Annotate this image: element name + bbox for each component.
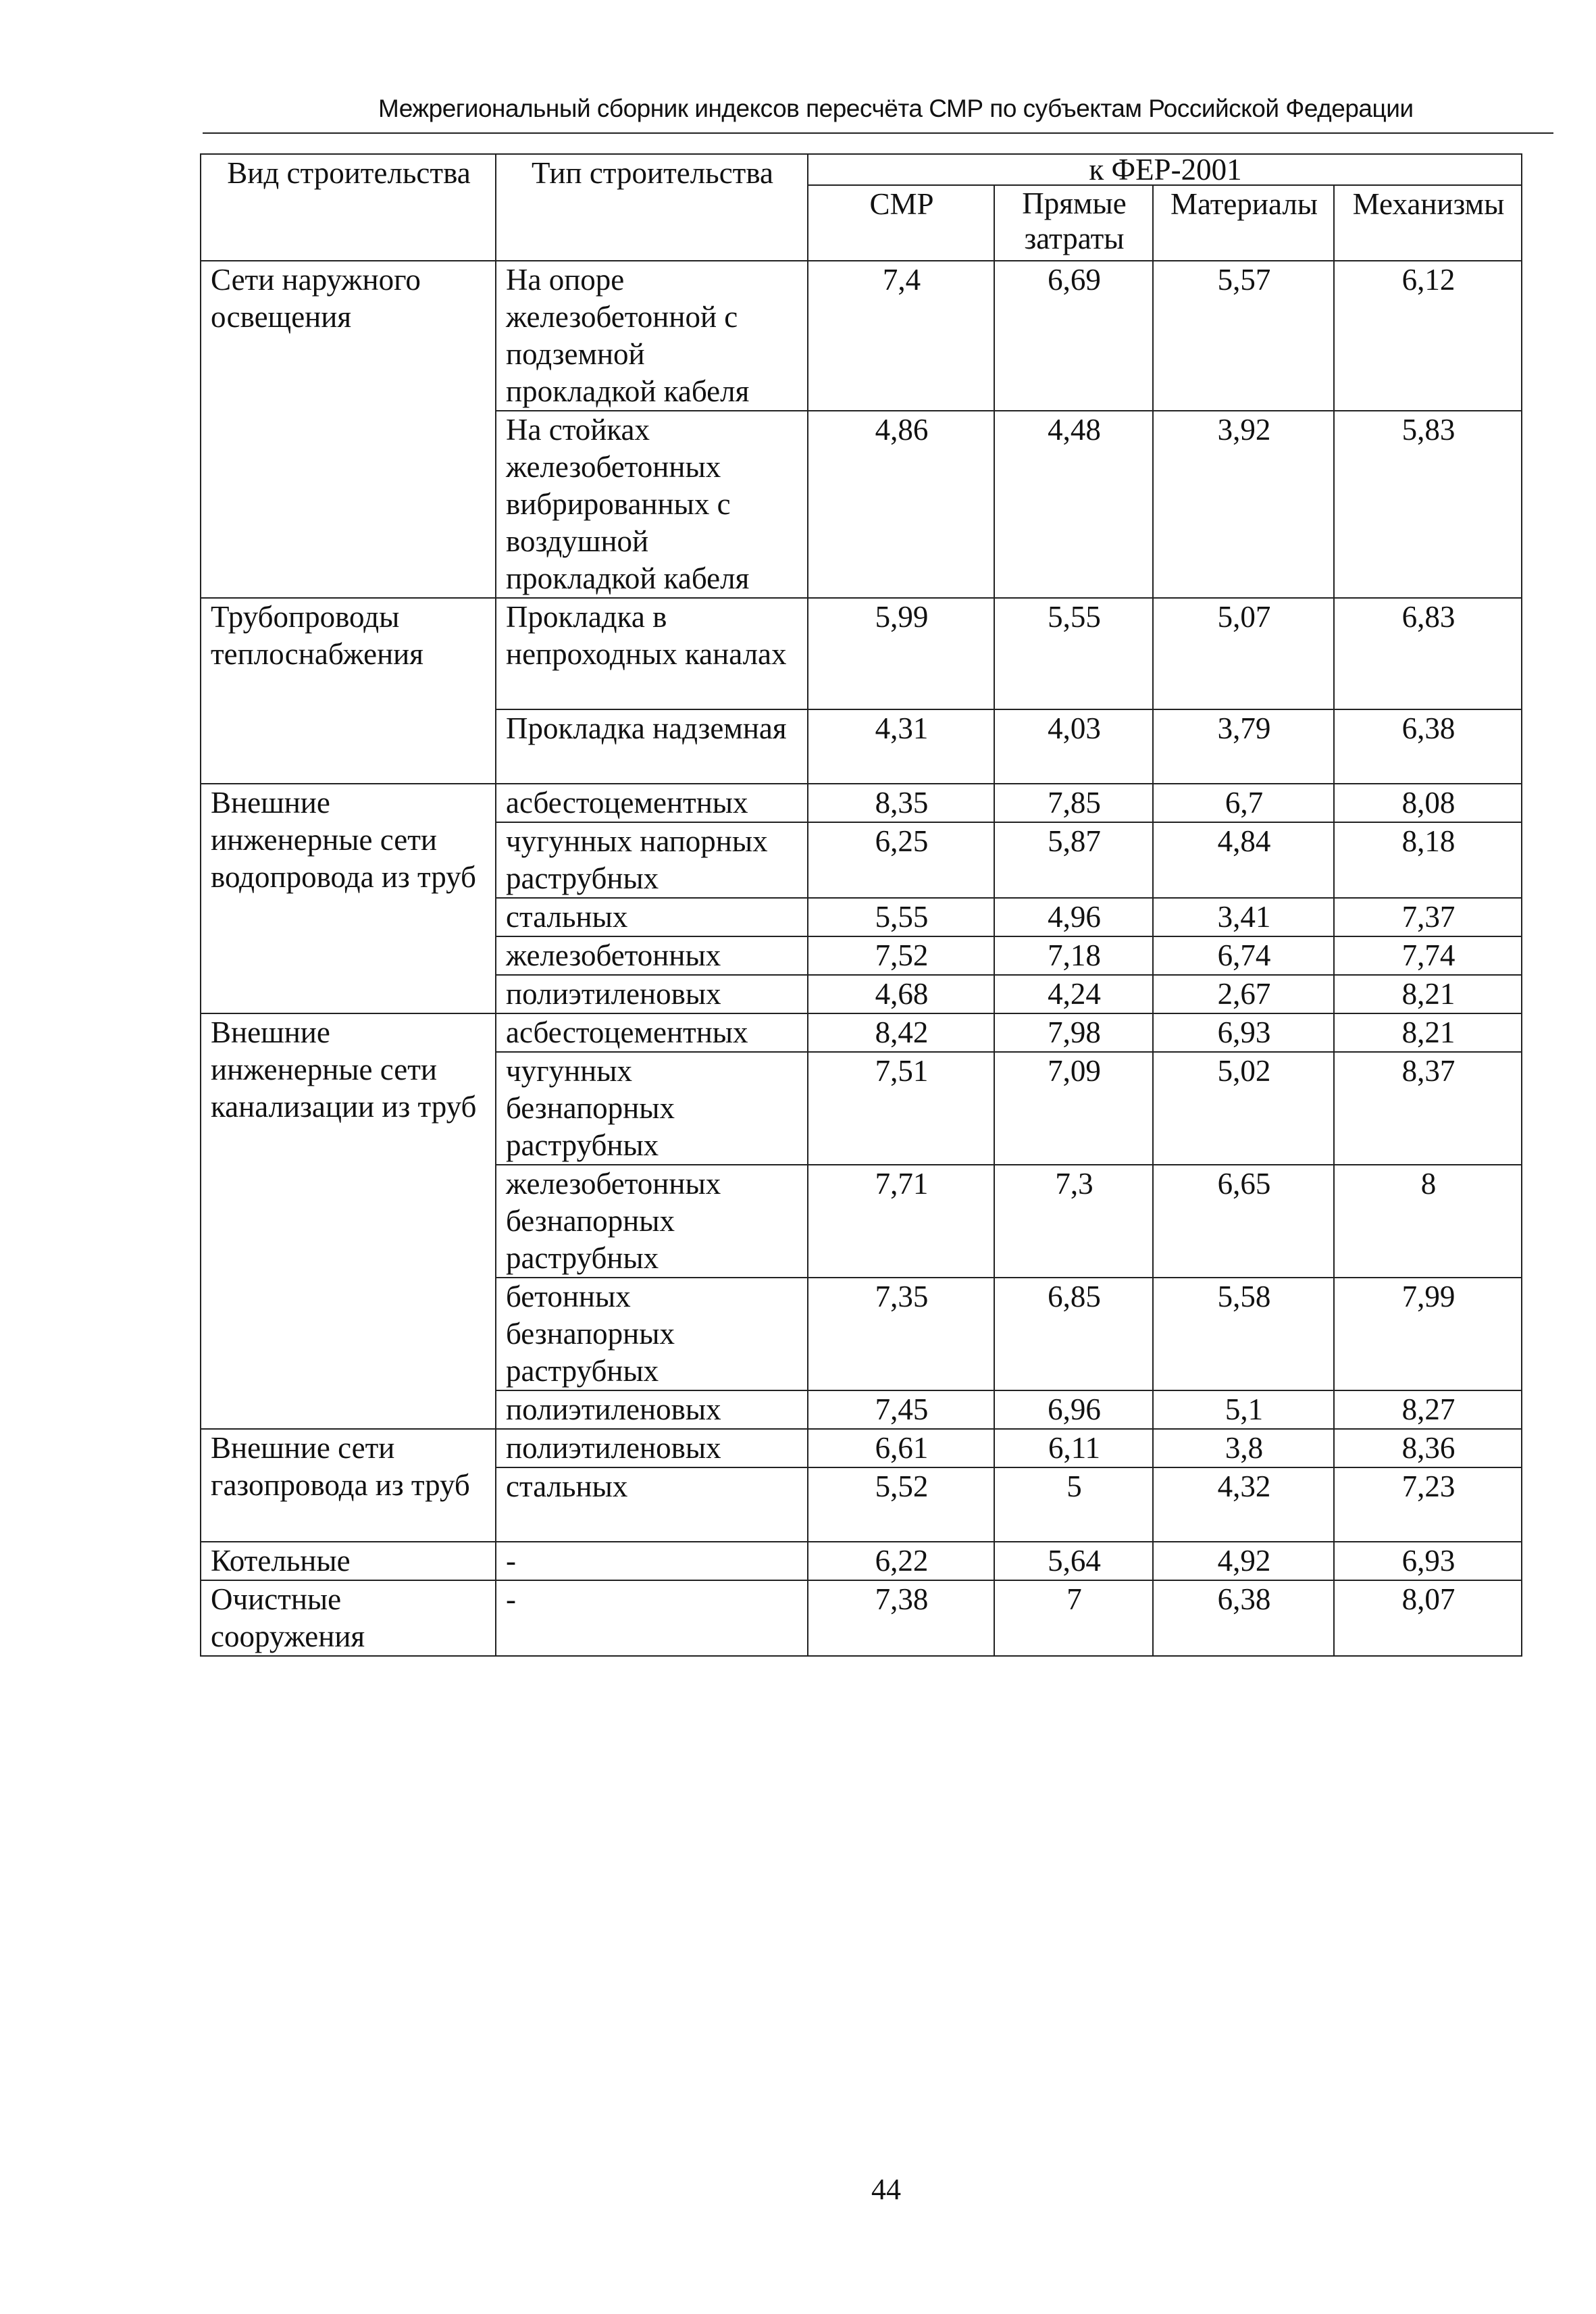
cell-materials: 6,38 [1153, 1580, 1334, 1656]
cell-materials: 3,92 [1153, 411, 1334, 598]
table-row [201, 1542, 1522, 1580]
cell-materials: 3,79 [1153, 709, 1334, 784]
cell-machines: 8,36 [1334, 1429, 1522, 1467]
table-row [201, 261, 1522, 411]
group-name: Внешние инженерные сети канализации из труб [201, 1013, 496, 1429]
cell-smr: 7,45 [808, 1390, 994, 1429]
cell-machines: 8,07 [1334, 1580, 1522, 1656]
cell-machines: 5,83 [1334, 411, 1522, 598]
cell-materials: 5,58 [1153, 1278, 1334, 1390]
row-type: Прокладка надземная [496, 709, 808, 784]
page-number: 44 [871, 2173, 901, 2206]
cell-materials: 4,92 [1153, 1542, 1334, 1580]
group-name: Котельные [201, 1542, 496, 1580]
row-type: железобетонных [496, 936, 808, 975]
column-header-type: Тип строительства [496, 154, 808, 261]
cell-machines: 7,23 [1334, 1467, 1522, 1542]
cell-materials: 3,8 [1153, 1429, 1334, 1467]
table-row [201, 1013, 1522, 1052]
cell-materials: 5,57 [1153, 261, 1334, 411]
column-header-group: к ФЕР-2001 [808, 154, 1522, 185]
row-type: стальных [496, 898, 808, 936]
cell-machines: 6,83 [1334, 598, 1522, 709]
row-type: железобетонных безнапорных раструбных [496, 1165, 808, 1278]
table-row [201, 598, 1522, 709]
cell-smr: 4,31 [808, 709, 994, 784]
cell-smr: 7,52 [808, 936, 994, 975]
cell-direct: 5,87 [994, 822, 1153, 898]
column-header-materials: Материалы [1153, 185, 1334, 261]
group-name: Очистные сооружения [201, 1580, 496, 1656]
group-name: Трубопроводы теплоснабжения [201, 598, 496, 784]
cell-machines: 6,93 [1334, 1542, 1522, 1580]
cell-materials: 5,02 [1153, 1052, 1334, 1165]
cell-direct: 5,55 [994, 598, 1153, 709]
column-header-smr: СМР [808, 185, 994, 261]
page-header-title: Межрегиональный сборник индексов пересчёта СМР по субъектам Российской Федерации [378, 95, 1414, 122]
cell-smr: 6,61 [808, 1429, 994, 1467]
cell-smr: 7,51 [808, 1052, 994, 1165]
cell-materials: 2,67 [1153, 975, 1334, 1013]
column-header-machines: Механизмы [1334, 185, 1522, 261]
cell-direct: 6,69 [994, 261, 1153, 411]
row-type: полиэтиленовых [496, 1429, 808, 1467]
cell-machines: 8,37 [1334, 1052, 1522, 1165]
cell-smr: 7,38 [808, 1580, 994, 1656]
cell-machines: 6,38 [1334, 709, 1522, 784]
cell-smr: 8,35 [808, 784, 994, 822]
cell-machines: 8,21 [1334, 1013, 1522, 1052]
cell-materials: 5,07 [1153, 598, 1334, 709]
row-type: - [496, 1580, 808, 1656]
cell-direct: 6,85 [994, 1278, 1153, 1390]
table-row [201, 1429, 1522, 1467]
cell-materials: 5,1 [1153, 1390, 1334, 1429]
cell-direct: 5 [994, 1467, 1153, 1542]
group-name: Внешние инженерные сети водопровода из труб [201, 784, 496, 1013]
column-header-direct: Прямые затраты [994, 185, 1153, 261]
cell-smr: 7,35 [808, 1278, 994, 1390]
cell-machines: 8,21 [1334, 975, 1522, 1013]
index-table [200, 153, 1522, 1657]
row-type: асбестоцементных [496, 784, 808, 822]
header-rule [203, 132, 1553, 134]
cell-smr: 7,71 [808, 1165, 994, 1278]
table-row [201, 784, 1522, 822]
cell-smr: 7,4 [808, 261, 994, 411]
row-type: бетонных безнапорных раструбных [496, 1278, 808, 1390]
cell-smr: 5,99 [808, 598, 994, 709]
cell-machines: 8,27 [1334, 1390, 1522, 1429]
cell-smr: 5,52 [808, 1467, 994, 1542]
column-header-kind: Вид строительства [201, 154, 496, 261]
cell-smr: 6,22 [808, 1542, 994, 1580]
row-type: стальных [496, 1467, 808, 1542]
cell-direct: 6,96 [994, 1390, 1153, 1429]
cell-direct: 4,24 [994, 975, 1153, 1013]
row-type: асбестоцементных [496, 1013, 808, 1052]
cell-materials: 6,7 [1153, 784, 1334, 822]
row-type: Прокладка в непроходных каналах [496, 598, 808, 709]
cell-direct: 7,85 [994, 784, 1153, 822]
cell-direct: 7,3 [994, 1165, 1153, 1278]
cell-smr: 8,42 [808, 1013, 994, 1052]
cell-direct: 5,64 [994, 1542, 1153, 1580]
cell-smr: 5,55 [808, 898, 994, 936]
table-row [201, 1580, 1522, 1656]
row-type: чугунных безнапорных раструбных [496, 1052, 808, 1165]
row-type: На опоре железобетонной с подземной прокладкой кабеля [496, 261, 808, 411]
cell-direct: 4,48 [994, 411, 1153, 598]
cell-direct: 7,98 [994, 1013, 1153, 1052]
cell-machines: 8,18 [1334, 822, 1522, 898]
cell-machines: 7,74 [1334, 936, 1522, 975]
cell-direct: 7,09 [994, 1052, 1153, 1165]
cell-machines: 7,99 [1334, 1278, 1522, 1390]
row-type: На стойках железобетонных вибрированных с воздушной прокладкой кабеля [496, 411, 808, 598]
group-name: Сети наружного освещения [201, 261, 496, 598]
header-row-1 [201, 154, 1522, 185]
cell-machines: 8,08 [1334, 784, 1522, 822]
cell-materials: 4,32 [1153, 1467, 1334, 1542]
row-type: полиэтиленовых [496, 975, 808, 1013]
cell-materials: 6,74 [1153, 936, 1334, 975]
row-type: - [496, 1542, 808, 1580]
cell-machines: 8 [1334, 1165, 1522, 1278]
cell-smr: 6,25 [808, 822, 994, 898]
row-type: чугунных напорных раструбных [496, 822, 808, 898]
cell-machines: 6,12 [1334, 261, 1522, 411]
cell-materials: 6,93 [1153, 1013, 1334, 1052]
row-type: полиэтиленовых [496, 1390, 808, 1429]
cell-direct: 4,96 [994, 898, 1153, 936]
cell-smr: 4,86 [808, 411, 994, 598]
cell-direct: 7,18 [994, 936, 1153, 975]
group-name: Внешние сети газопровода из труб [201, 1429, 496, 1542]
cell-direct: 4,03 [994, 709, 1153, 784]
cell-direct: 6,11 [994, 1429, 1153, 1467]
cell-smr: 4,68 [808, 975, 994, 1013]
cell-materials: 4,84 [1153, 822, 1334, 898]
cell-materials: 3,41 [1153, 898, 1334, 936]
cell-machines: 7,37 [1334, 898, 1522, 936]
cell-direct: 7 [994, 1580, 1153, 1656]
cell-materials: 6,65 [1153, 1165, 1334, 1278]
